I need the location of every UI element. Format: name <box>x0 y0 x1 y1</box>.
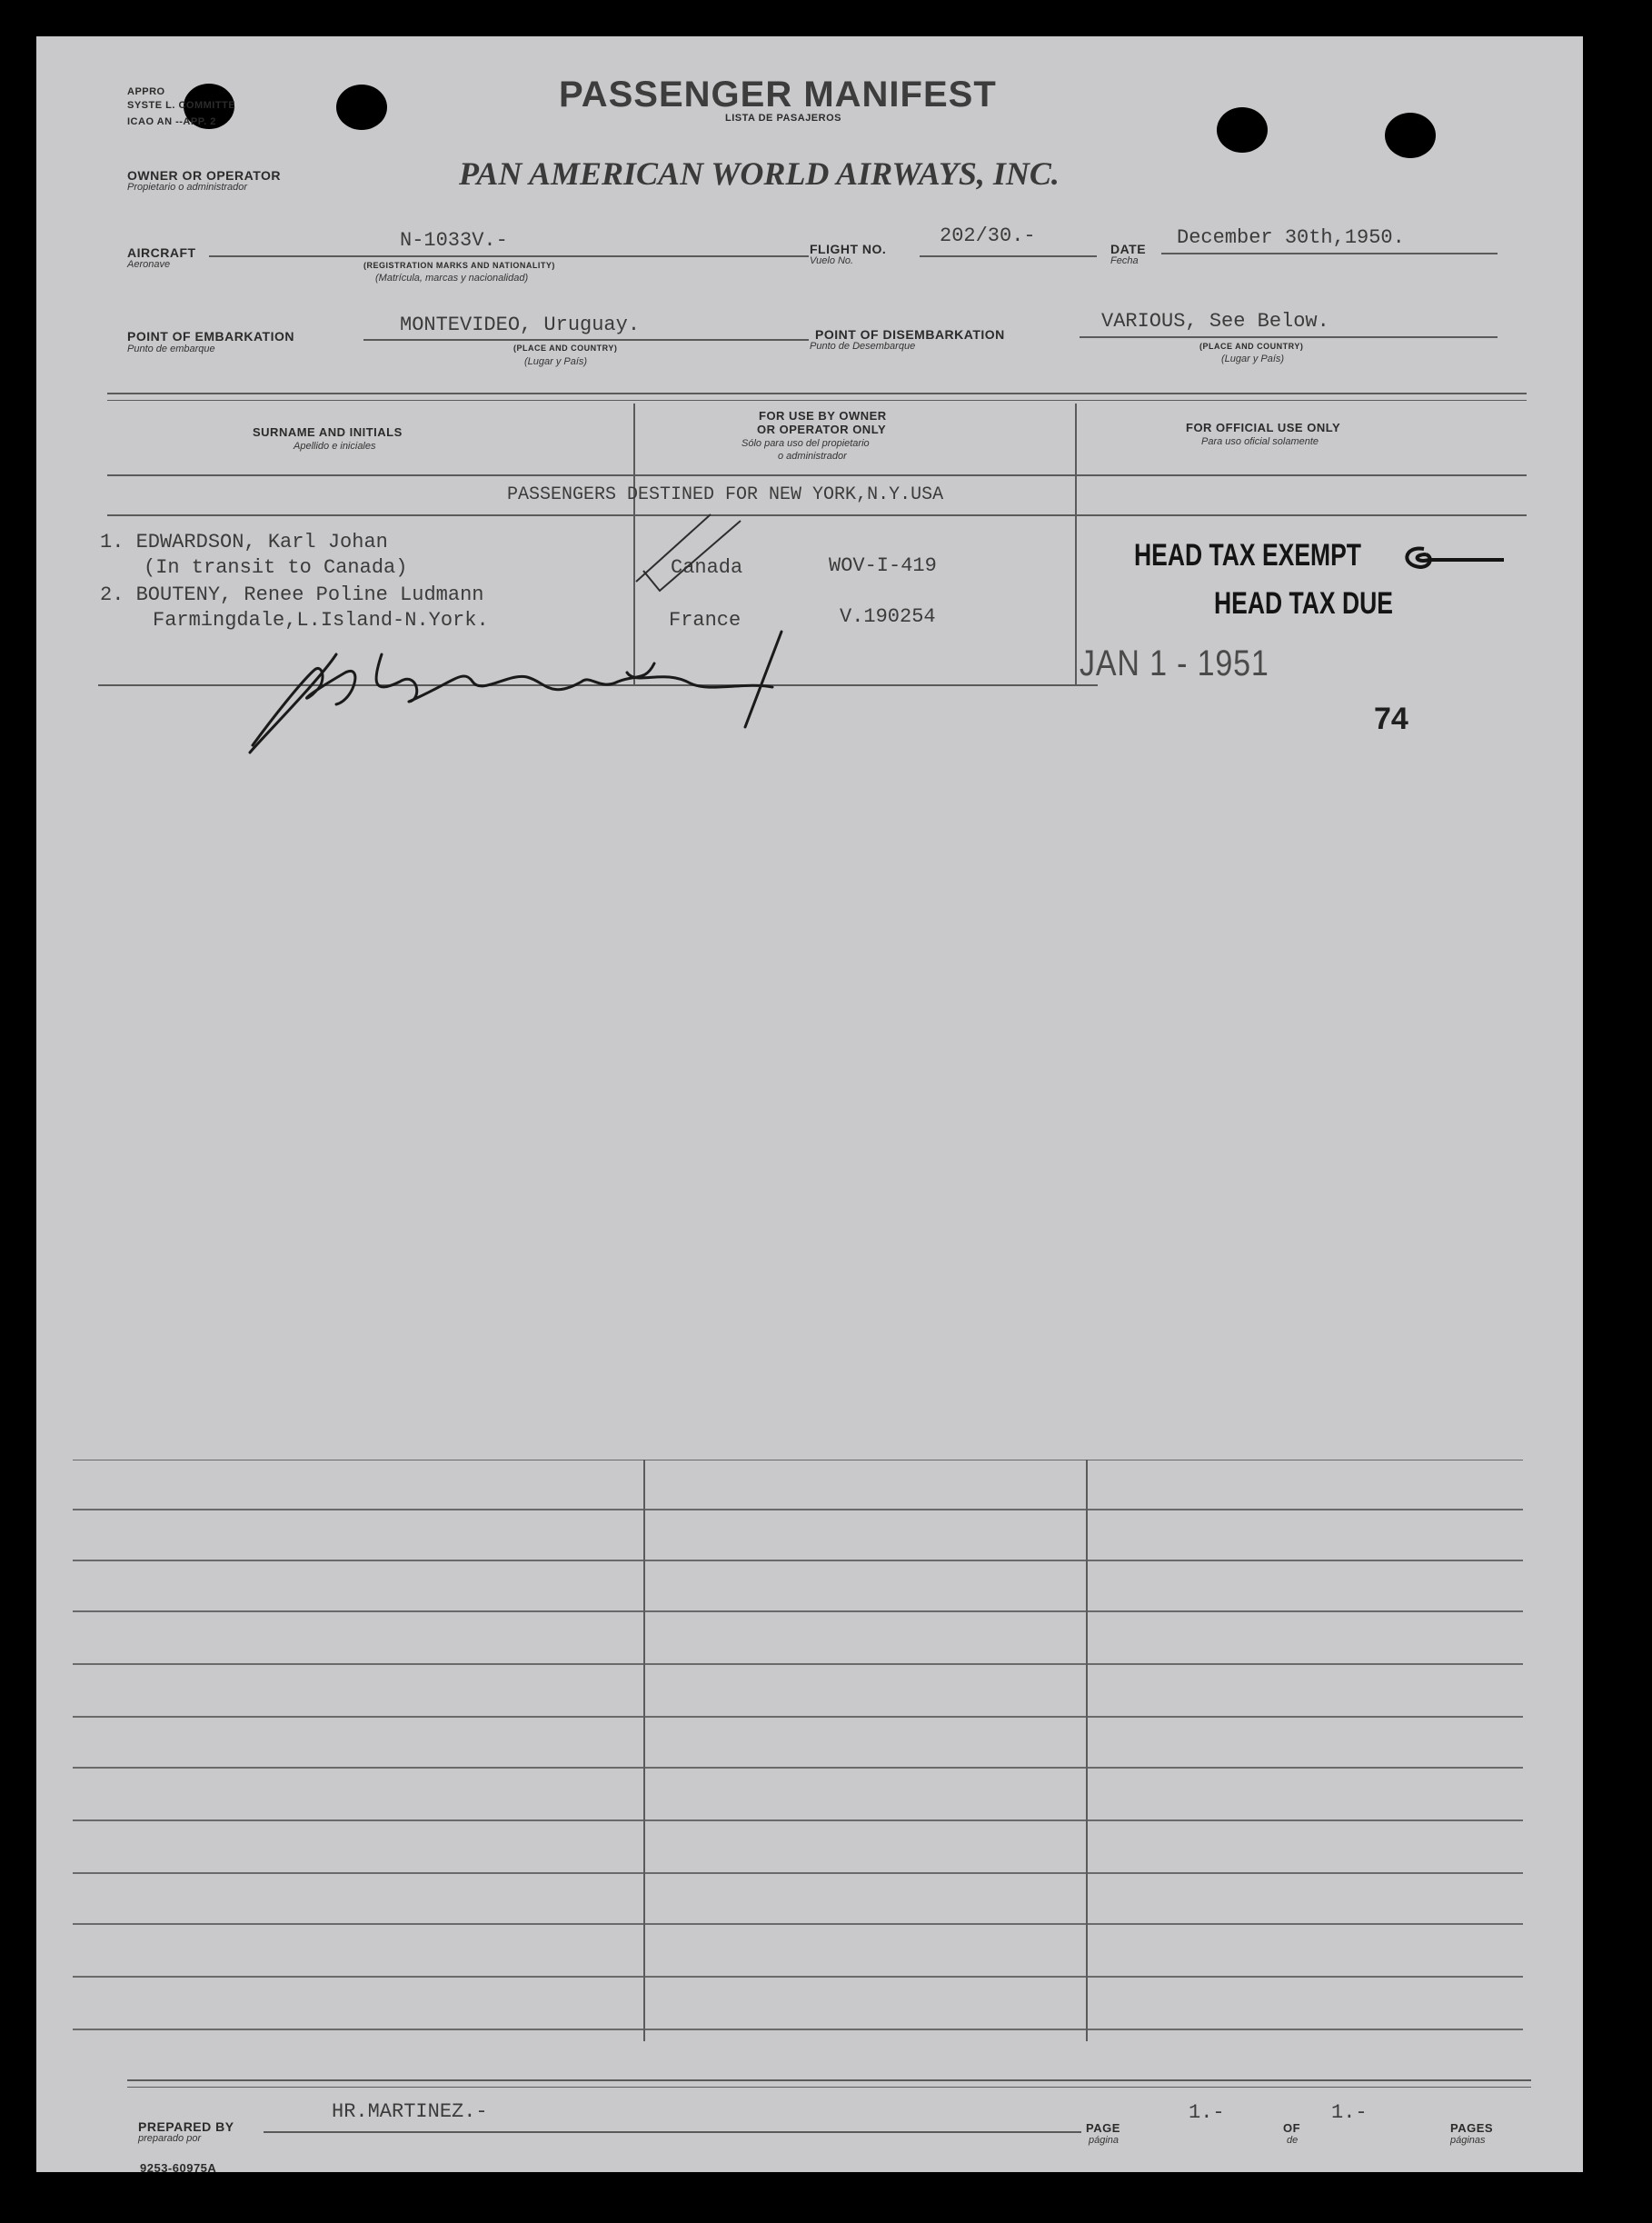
date-value: December 30th,1950. <box>1177 226 1405 249</box>
disembarkation-caption: (PLACE AND COUNTRY) <box>1199 342 1304 351</box>
flight-value: 202/30.- <box>940 224 1036 247</box>
approval-line-3: ICAO AN --APP. 2 <box>127 116 216 127</box>
approval-line-2: SYSTE L. COMMITTE <box>127 100 236 111</box>
head-tax-exempt-stamp: HEAD TAX EXEMPT <box>1134 538 1362 573</box>
passenger-1-name: 1. EDWARDSON, Karl Johan <box>100 531 388 553</box>
page-value: 1.- <box>1189 2101 1225 2124</box>
prepared-by-label: PREPARED BY <box>138 2119 234 2134</box>
owner-label-es: Propietario o administrador <box>127 182 248 193</box>
registration-caption-es: (Matrícula, marcas y nacionalidad) <box>375 273 529 284</box>
registration-caption: (REGISTRATION MARKS AND NATIONALITY) <box>363 261 555 270</box>
pages-label: PAGES <box>1450 2121 1494 2135</box>
passenger-2-note: Farmingdale,L.Island-N.York. <box>153 609 489 632</box>
flight-label: FLIGHT NO. <box>810 242 887 256</box>
embarkation-caption-es: (Lugar y País) <box>524 356 588 367</box>
date-label-es: Fecha <box>1110 255 1139 266</box>
passenger-2-name: 2. BOUTENY, Renee Poline Ludmann <box>100 583 484 606</box>
exempt-mark <box>1395 540 1513 576</box>
col-official-header: FOR OFFICIAL USE ONLY <box>1186 421 1341 434</box>
passenger-1-note: (In transit to Canada) <box>144 556 408 579</box>
signature <box>236 618 854 763</box>
col-owner-header-1: FOR USE BY OWNER <box>759 409 887 423</box>
pages-value: 1.- <box>1331 2101 1368 2124</box>
embarkation-value: MONTEVIDEO, Uruguay. <box>400 314 641 336</box>
owner-label: OWNER OR OPERATOR <box>127 168 281 183</box>
date-label: DATE <box>1110 242 1147 256</box>
disembarkation-label: POINT OF DISEMBARKATION <box>815 327 1005 342</box>
disembarkation-label-es: Punto de Desembarque <box>810 341 916 352</box>
disembarkation-caption-es: (Lugar y País) <box>1221 354 1285 364</box>
form-title: PASSENGER MANIFEST <box>559 75 997 115</box>
aircraft-label-es: Aeronave <box>127 259 171 270</box>
prepared-by-value: HR.MARTINEZ.- <box>332 2100 488 2123</box>
destination-banner: PASSENGERS DESTINED FOR NEW YORK,N.Y.USA <box>507 484 944 505</box>
prepared-by-label-es: preparado por <box>138 2133 202 2144</box>
date-stamp: JAN 1 - 1951 <box>1080 643 1269 683</box>
col-official-header-es: Para uso oficial solamente <box>1201 436 1319 447</box>
passenger-2-document: V.190254 <box>840 605 936 628</box>
page-label: PAGE <box>1086 2121 1120 2135</box>
embarkation-caption: (PLACE AND COUNTRY) <box>513 344 618 353</box>
flight-label-es: Vuelo No. <box>810 255 854 266</box>
pages-label-es: páginas <box>1450 2135 1486 2146</box>
aircraft-label: AIRCRAFT <box>127 245 196 260</box>
aircraft-value: N-1033V.- <box>400 229 508 252</box>
embarkation-label-es: Punto de embarque <box>127 344 215 354</box>
form-subtitle: LISTA DE PASAJEROS <box>725 113 841 124</box>
approval-line-1: APPRO <box>127 86 165 97</box>
page-number-stamp: 74 <box>1374 702 1408 736</box>
col-surname-header-es: Apellido e iniciales <box>294 441 376 452</box>
of-label: OF <box>1283 2121 1301 2135</box>
col-owner-header-es-1: Sólo para uso del propietario <box>741 438 870 449</box>
page-label-es: página <box>1089 2135 1120 2146</box>
owner-value: PAN AMERICAN WORLD AIRWAYS, INC. <box>459 155 1060 192</box>
head-tax-due-stamp: HEAD TAX DUE <box>1214 586 1393 621</box>
embarkation-label: POINT OF EMBARKATION <box>127 329 294 344</box>
col-surname-header: SURNAME AND INITIALS <box>253 425 403 439</box>
passenger-1-document: WOV-I-419 <box>829 554 937 577</box>
col-owner-header-es-2: o administrador <box>778 451 847 462</box>
of-label-es: de <box>1287 2135 1299 2146</box>
form-code: 9253-60975A <box>140 2161 217 2175</box>
passenger-2-country: France <box>669 609 741 632</box>
passenger-1-country: Canada <box>671 556 743 579</box>
col-owner-header-2: OR OPERATOR ONLY <box>757 423 887 436</box>
disembarkation-value: VARIOUS, See Below. <box>1101 310 1329 333</box>
